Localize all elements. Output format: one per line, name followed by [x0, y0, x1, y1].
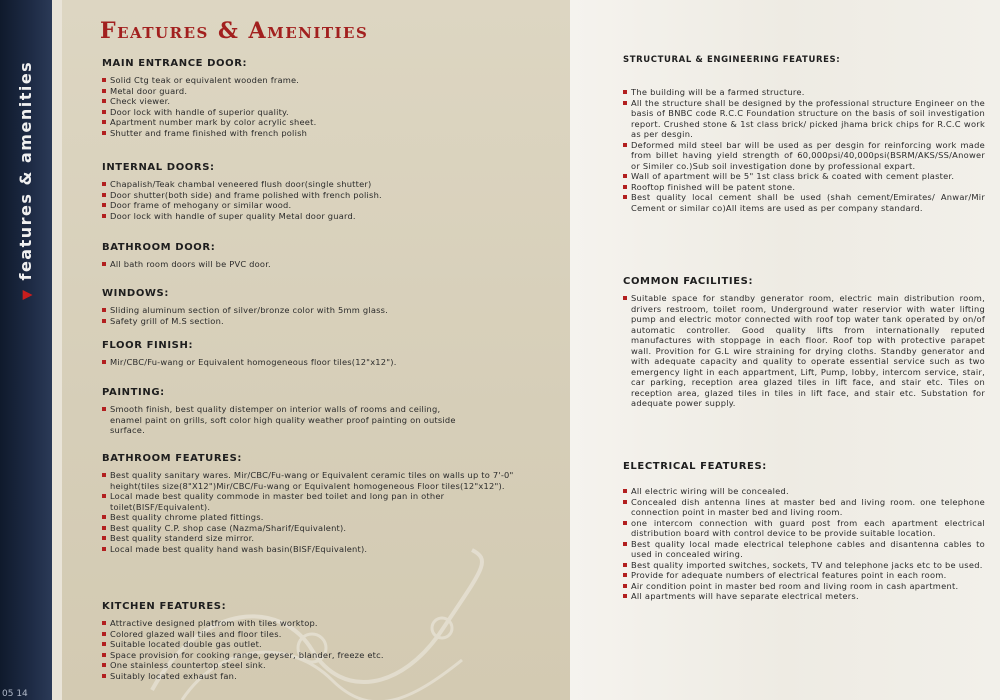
list-item: Safety grill of M.S section. [102, 316, 522, 327]
triangle-icon: ▼ [20, 288, 35, 300]
section-heading: FLOOR FINISH: [102, 340, 194, 351]
list-item: Best quality local made electrical telephone cables and disantenna cables to used in concealed wiring. [623, 539, 985, 560]
list-item: Attractive designed platfrom with tiles worktop. [102, 618, 522, 629]
list-item: Local made best quality commode in master bed toilet and long pan in other toilet(BISF/Equivalent). [102, 491, 522, 512]
page-title: Features & Amenities [100, 18, 369, 44]
list-item: Metal door guard. [102, 86, 522, 97]
list-item: Solid Ctg teak or equivalent wooden frame. [102, 75, 522, 86]
section-bathroom-door [102, 242, 522, 270]
list-item: Colored glazed wall tiles and floor tiles. [102, 629, 522, 640]
section-heading: PAINTING: [102, 387, 165, 398]
list-item: Door lock with handle of superior quality. [102, 107, 522, 118]
section-heading: BATHROOM FEATURES: [102, 453, 243, 464]
section-windows [102, 288, 522, 326]
list-item: Chapalish/Teak chambal veneered flush door(single shutter) [102, 179, 522, 190]
list-item: Check viewer. [102, 96, 522, 107]
list-item: Apartment number mark by color acrylic sheet. [102, 117, 522, 128]
list-item: Wall of apartment will be 5" 1st class brick & coated with cement plaster. [623, 171, 985, 182]
list-item: Local made best quality hand wash basin(BISF/Equivalent). [102, 544, 522, 555]
section-kitchen-features [102, 601, 522, 681]
section-heading: COMMON FACILITIES: [623, 276, 754, 287]
list-item: Suitable space for standby generator room, electric main distribution room, drivers restroom, toilet room, Underground water reservior with water lifting pump and electric motor connected with roof top water tank operated by on/of automatic controller. Good quality lifts from internationally reputed manufactures with stoppage in each floor. Roof top with protective parapet wall. Provition for G.L wire straining for drying cloths. Standby generator and with adequate capacity and quality to operate essential service such as two emergency light in each appartment, Lift, Pump, lobby, intercom service, stair, car parking, reception area glazed tiles in lift face, and stair etc. Tiles on reception area, glazed tiles in tiles in lift face, and stair etc. Substation for adequate power supply. [623, 293, 985, 409]
page-number: 05 14 [2, 689, 28, 699]
list-item: Best quality chrome plated fittings. [102, 512, 522, 523]
section-electrical-features [623, 461, 985, 602]
section-floor-finish [102, 340, 522, 368]
list-item: Shutter and frame finished with french polish [102, 128, 522, 139]
section-internal-doors [102, 162, 522, 221]
list-item: Sliding aluminum section of silver/bronze color with 5mm glass. [102, 305, 522, 316]
list-item: One stainless countertop steel sink. [102, 660, 522, 671]
list-item: All electric wiring will be concealed. [623, 486, 985, 497]
list-item: Deformed mild steel bar will be used as per desgin for reinforcing work made from billet having yield strength of 60,000psi/40,000psi(BSRM/AKS/SS/Anower or Similer co.)Sub soil investigation done by professional expart. [623, 140, 985, 172]
sidebar [0, 0, 52, 700]
section-painting [102, 387, 522, 436]
list-item: Mir/CBC/Fu-wang or Equivalent homogeneous floor tiles(12"x12"). [102, 357, 522, 368]
list-item: Best quality local cement shall be used (shah cement/Emirates/ Anwar/Mir Cement or similar co)All items are used as per company standard. [623, 192, 985, 213]
section-common-facilities [623, 276, 985, 409]
list-item: Rooftop finished will be patent stone. [623, 182, 985, 193]
list-item: Concealed dish antenna lines at master bed and living room. one telephone connection point in master bed and living room. [623, 497, 985, 518]
list-item: Door frame of mehogany or similar wood. [102, 200, 522, 211]
section-heading: WINDOWS: [102, 288, 169, 299]
sidebar-label [16, 61, 35, 300]
list-item: Door lock with handle of super quality Metal door guard. [102, 211, 522, 222]
section-bathroom-features [102, 453, 522, 554]
section-heading: BATHROOM DOOR: [102, 242, 216, 253]
list-item: The building will be a farmed structure. [623, 87, 985, 98]
list-item: one intercom connection with guard post from each apartment electrical distribution board with control device to be provide suitable location. [623, 518, 985, 539]
list-item: All apartments will have separate electrical meters. [623, 591, 985, 602]
list-item: Best quality C.P. shop case (Nazma/Sharif/Equivalent). [102, 523, 522, 534]
list-item: Provide for adequate numbers of electrical features point in each room. [623, 570, 985, 581]
list-item: All the structure shall be designed by the professional structure Engineer on the basis of BNBC code R.C.C Foundation structure on the basis of soil investigation report. Crushed stone & 1st class brick/ picked jhama brick chips for R.C.C work as per desgin. [623, 98, 985, 140]
section-main-entrance-door [102, 58, 522, 138]
section-heading: KITCHEN FEATURES: [102, 601, 227, 612]
sidebar-label-text: features & amenities [16, 60, 35, 281]
list-item: Space provision for cooking range, geyser, blander, freeze etc. [102, 650, 522, 661]
list-item: Best quality sanitary wares. Mir/CBC/Fu-wang or Equivalent ceramic tiles on walls up to 7'-0" height(tiles size(8"X12")Mir/CBC/Fu-wang or Equivalent homogeneous Floor tiles(12"x12"). [102, 470, 522, 491]
section-heading: MAIN ENTRANCE DOOR: [102, 58, 248, 69]
list-item: All bath room doors will be PVC door. [102, 259, 522, 270]
list-item: Door shutter(both side) and frame polished with french polish. [102, 190, 522, 201]
list-item: Air condition point in master bed room and living room in cash apartment. [623, 581, 985, 592]
list-item: Smooth finish, best quality distemper on interior walls of rooms and ceiling, enamel paint on grills, soft color high quality weather proof painting on outside surface. [102, 404, 462, 436]
section-heading: STRUCTURAL & ENGINEERING FEATURES: [623, 55, 841, 65]
section-heading: INTERNAL DOORS: [102, 162, 215, 173]
list-item: Suitably located exhaust fan. [102, 671, 522, 682]
list-item: Best quality standerd size mirror. [102, 533, 522, 544]
section-heading: ELECTRICAL FEATURES: [623, 461, 767, 472]
list-item: Suitable located double gas outlet. [102, 639, 522, 650]
list-item: Best quality imported switches, sockets, TV and telephone jacks etc to be used. [623, 560, 985, 571]
section-structural-engineering [623, 55, 985, 213]
